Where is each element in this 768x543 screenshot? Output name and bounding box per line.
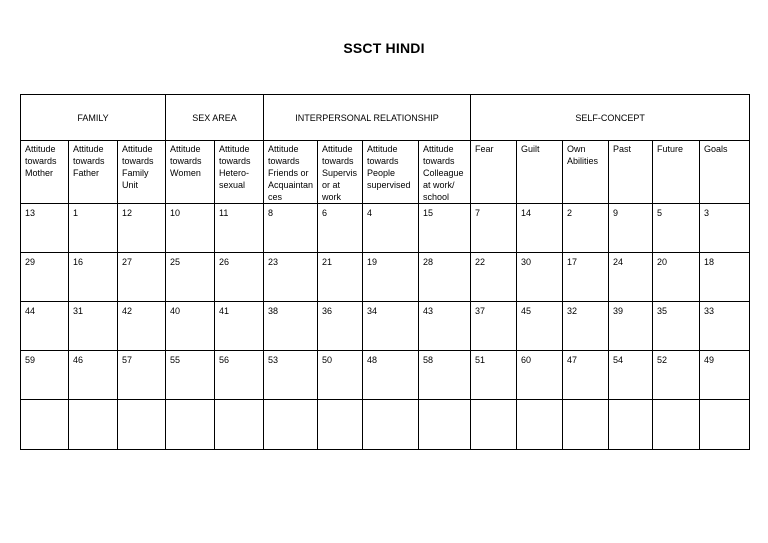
table-cell: 9 xyxy=(609,204,653,253)
column-header: Attitude towards Family Unit xyxy=(118,141,166,204)
table-cell: 26 xyxy=(215,253,264,302)
table-cell: 56 xyxy=(215,351,264,400)
column-header: Attitude towards Hetero-sexual xyxy=(215,141,264,204)
table-cell: 51 xyxy=(471,351,517,400)
table-cell: 25 xyxy=(166,253,215,302)
blank-cell xyxy=(517,400,563,450)
blank-cell xyxy=(609,400,653,450)
table-cell: 29 xyxy=(21,253,69,302)
blank-cell xyxy=(215,400,264,450)
table-cell: 17 xyxy=(563,253,609,302)
table-cell: 13 xyxy=(21,204,69,253)
table-cell: 15 xyxy=(419,204,471,253)
table-cell: 6 xyxy=(318,204,363,253)
table-cell: 58 xyxy=(419,351,471,400)
blank-row xyxy=(21,400,750,450)
table-cell: 41 xyxy=(215,302,264,351)
table-cell: 27 xyxy=(118,253,166,302)
table-cell: 32 xyxy=(563,302,609,351)
table-cell: 18 xyxy=(700,253,750,302)
table-cell: 5 xyxy=(653,204,700,253)
table-cell: 7 xyxy=(471,204,517,253)
blank-cell xyxy=(653,400,700,450)
blank-cell xyxy=(700,400,750,450)
page-title: SSCT HINDI xyxy=(343,40,425,56)
table-cell: 37 xyxy=(471,302,517,351)
column-header: Future xyxy=(653,141,700,204)
column-header: Attitude towards Friends or Acquaintances xyxy=(264,141,318,204)
ssct-table xyxy=(20,94,750,450)
table-cell: 20 xyxy=(653,253,700,302)
column-header: Attitude towards Supervisor at work xyxy=(318,141,363,204)
table-cell: 44 xyxy=(21,302,69,351)
table-cell: 1 xyxy=(69,204,118,253)
table-cell: 57 xyxy=(118,351,166,400)
table-cell: 45 xyxy=(517,302,563,351)
blank-cell xyxy=(471,400,517,450)
column-header: Own Abilities xyxy=(563,141,609,204)
table-row xyxy=(21,204,750,253)
table-cell: 35 xyxy=(653,302,700,351)
table-cell: 28 xyxy=(419,253,471,302)
table-cell: 24 xyxy=(609,253,653,302)
blank-cell xyxy=(264,400,318,450)
table-row xyxy=(21,351,750,400)
blank-cell xyxy=(166,400,215,450)
table-cell: 30 xyxy=(517,253,563,302)
column-header-row xyxy=(21,141,750,204)
blank-cell xyxy=(318,400,363,450)
table-cell: 14 xyxy=(517,204,563,253)
table-cell: 55 xyxy=(166,351,215,400)
group-family: FAMILY xyxy=(21,95,166,141)
blank-cell xyxy=(69,400,118,450)
table-cell: 31 xyxy=(69,302,118,351)
table-cell: 40 xyxy=(166,302,215,351)
table-cell: 21 xyxy=(318,253,363,302)
table-row xyxy=(21,253,750,302)
table-cell: 2 xyxy=(563,204,609,253)
column-header: Guilt xyxy=(517,141,563,204)
table-cell: 8 xyxy=(264,204,318,253)
group-sex-area: SEX AREA xyxy=(166,95,264,141)
column-header: Attitude towards Colleague at work/ school xyxy=(419,141,471,204)
table-cell: 54 xyxy=(609,351,653,400)
column-header: Attitude towards People supervised xyxy=(363,141,419,204)
table-cell: 53 xyxy=(264,351,318,400)
table-cell: 19 xyxy=(363,253,419,302)
column-header: Attitude towards Father xyxy=(69,141,118,204)
table-cell: 23 xyxy=(264,253,318,302)
table-cell: 50 xyxy=(318,351,363,400)
table-cell: 47 xyxy=(563,351,609,400)
column-header: Attitude towards Mother xyxy=(21,141,69,204)
group-header-row xyxy=(21,95,750,141)
table-cell: 10 xyxy=(166,204,215,253)
table-cell: 49 xyxy=(700,351,750,400)
table-cell: 59 xyxy=(21,351,69,400)
column-header: Fear xyxy=(471,141,517,204)
table-cell: 4 xyxy=(363,204,419,253)
table-cell: 39 xyxy=(609,302,653,351)
column-header: Attitude towards Women xyxy=(166,141,215,204)
group-self-concept: SELF-CONCEPT xyxy=(471,95,750,141)
table-cell: 36 xyxy=(318,302,363,351)
table-cell: 38 xyxy=(264,302,318,351)
table-cell: 22 xyxy=(471,253,517,302)
table-cell: 46 xyxy=(69,351,118,400)
table-cell: 3 xyxy=(700,204,750,253)
table-cell: 60 xyxy=(517,351,563,400)
table-cell: 52 xyxy=(653,351,700,400)
table-cell: 33 xyxy=(700,302,750,351)
table-row xyxy=(21,302,750,351)
blank-cell xyxy=(419,400,471,450)
group-interpersonal: INTERPERSONAL RELATIONSHIP xyxy=(264,95,471,141)
table-cell: 12 xyxy=(118,204,166,253)
table-cell: 34 xyxy=(363,302,419,351)
column-header: Past xyxy=(609,141,653,204)
column-header: Goals xyxy=(700,141,750,204)
table-cell: 48 xyxy=(363,351,419,400)
blank-cell xyxy=(563,400,609,450)
blank-cell xyxy=(118,400,166,450)
table-cell: 42 xyxy=(118,302,166,351)
table-cell: 16 xyxy=(69,253,118,302)
table-cell: 11 xyxy=(215,204,264,253)
blank-cell xyxy=(21,400,69,450)
blank-cell xyxy=(363,400,419,450)
table-cell: 43 xyxy=(419,302,471,351)
